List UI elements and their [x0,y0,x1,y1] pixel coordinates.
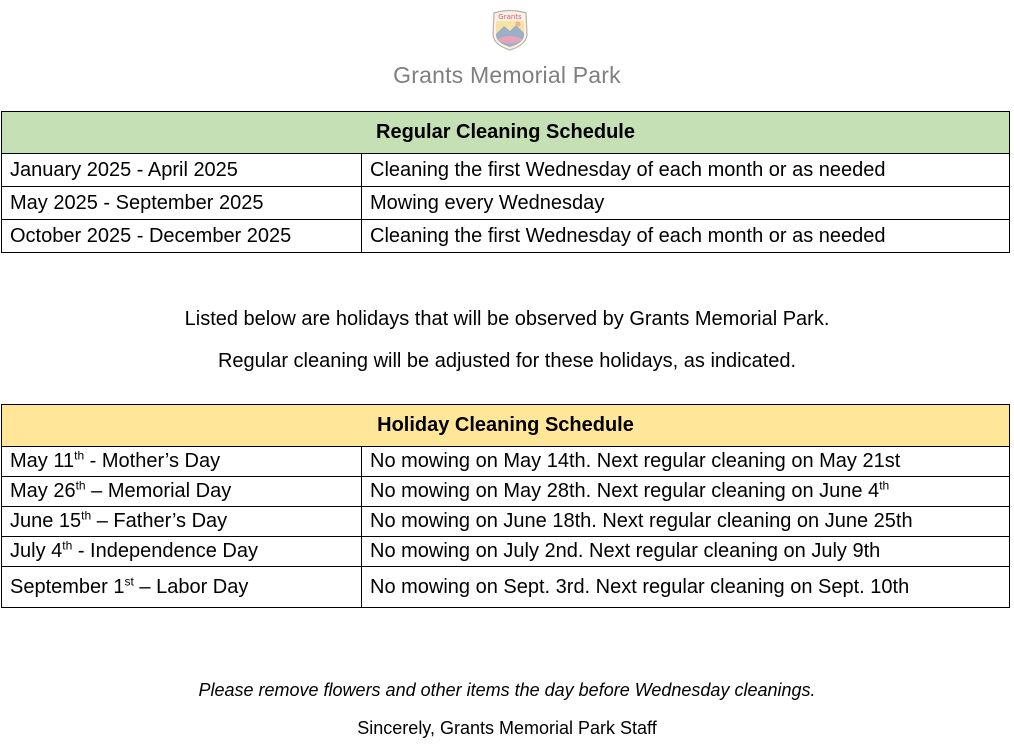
holiday-name: - Independence Day [72,540,258,562]
holiday-note: No mowing on Sept. 3rd. Next regular cleaning on Sept. 10th [370,575,910,598]
period-cell: May 2025 - September 2025 [2,187,362,220]
signature: Sincerely, Grants Memorial Park Staff [357,718,657,738]
holiday-date-cell [2,567,362,608]
holiday-date: July 4 [10,540,63,562]
table-row [2,477,1010,507]
holiday-name: - Mother’s Day [84,450,221,472]
holiday-name: – Father’s Day [91,510,228,532]
holiday-note-cell [362,537,1010,567]
holiday-note: No mowing on July 2nd. Next regular cleaning on July 9th [370,540,881,562]
table-row [2,154,1010,187]
holiday-note-cell [362,477,1010,507]
holiday-schedule-table [1,404,1010,608]
date-suffix: th [81,508,92,523]
holiday-schedule-heading: Holiday Cleaning Schedule [2,405,1010,447]
regular-schedule-heading: Regular Cleaning Schedule [2,112,1010,154]
table-row [2,187,1010,220]
holiday-note-cell [362,447,1010,477]
holiday-note: No mowing on June 18th. Next regular cleaning on June 25th [370,510,913,532]
regular-schedule-table [1,111,1010,253]
page-title: Grants Memorial Park [393,62,621,88]
note-suffix: th [879,478,890,493]
holiday-date: May 11 [10,450,75,472]
date-suffix: th [74,448,85,463]
intro-line-2: Regular cleaning will be adjusted for these holidays, as indicated. [217,350,797,372]
holiday-date: September 1 [10,575,125,598]
holiday-date: June 15 [10,510,82,532]
holiday-note: No mowing on May 28th. Next regular cleaning on June 4 [370,480,880,502]
holiday-note-cell [362,507,1010,537]
holiday-date-cell [2,537,362,567]
holiday-date-cell [2,507,362,537]
park-logo-icon [490,9,530,51]
period-cell: October 2025 - December 2025 [2,220,362,253]
holiday-name: – Memorial Day [85,480,232,502]
holiday-note-cell [362,567,1010,608]
table-row [2,537,1010,567]
holiday-date: May 26 [10,480,76,502]
holiday-date-cell [2,477,362,507]
date-suffix: th [75,478,86,493]
task-cell: Mowing every Wednesday [362,187,1010,220]
table-row [2,507,1010,537]
logo-text: Grants [498,13,522,21]
task-cell: Cleaning the first Wednesday of each month or as needed [362,220,1010,253]
period-cell: January 2025 - April 2025 [2,154,362,187]
task-cell: Cleaning the first Wednesday of each month or as needed [362,154,1010,187]
holiday-date-cell [2,447,362,477]
intro-line-1: Listed below are holidays that will be observed by Grants Memorial Park. [184,308,830,330]
holiday-name: – Labor Day [133,575,249,598]
table-row [2,220,1010,253]
date-suffix: st [124,573,134,588]
reminder-note: Please remove flowers and other items the day before Wednesday cleanings. [198,680,816,700]
table-row [2,567,1010,608]
table-row [2,447,1010,477]
holiday-note: No mowing on May 14th. Next regular cleaning on May 21st [370,450,901,472]
date-suffix: th [62,538,73,553]
